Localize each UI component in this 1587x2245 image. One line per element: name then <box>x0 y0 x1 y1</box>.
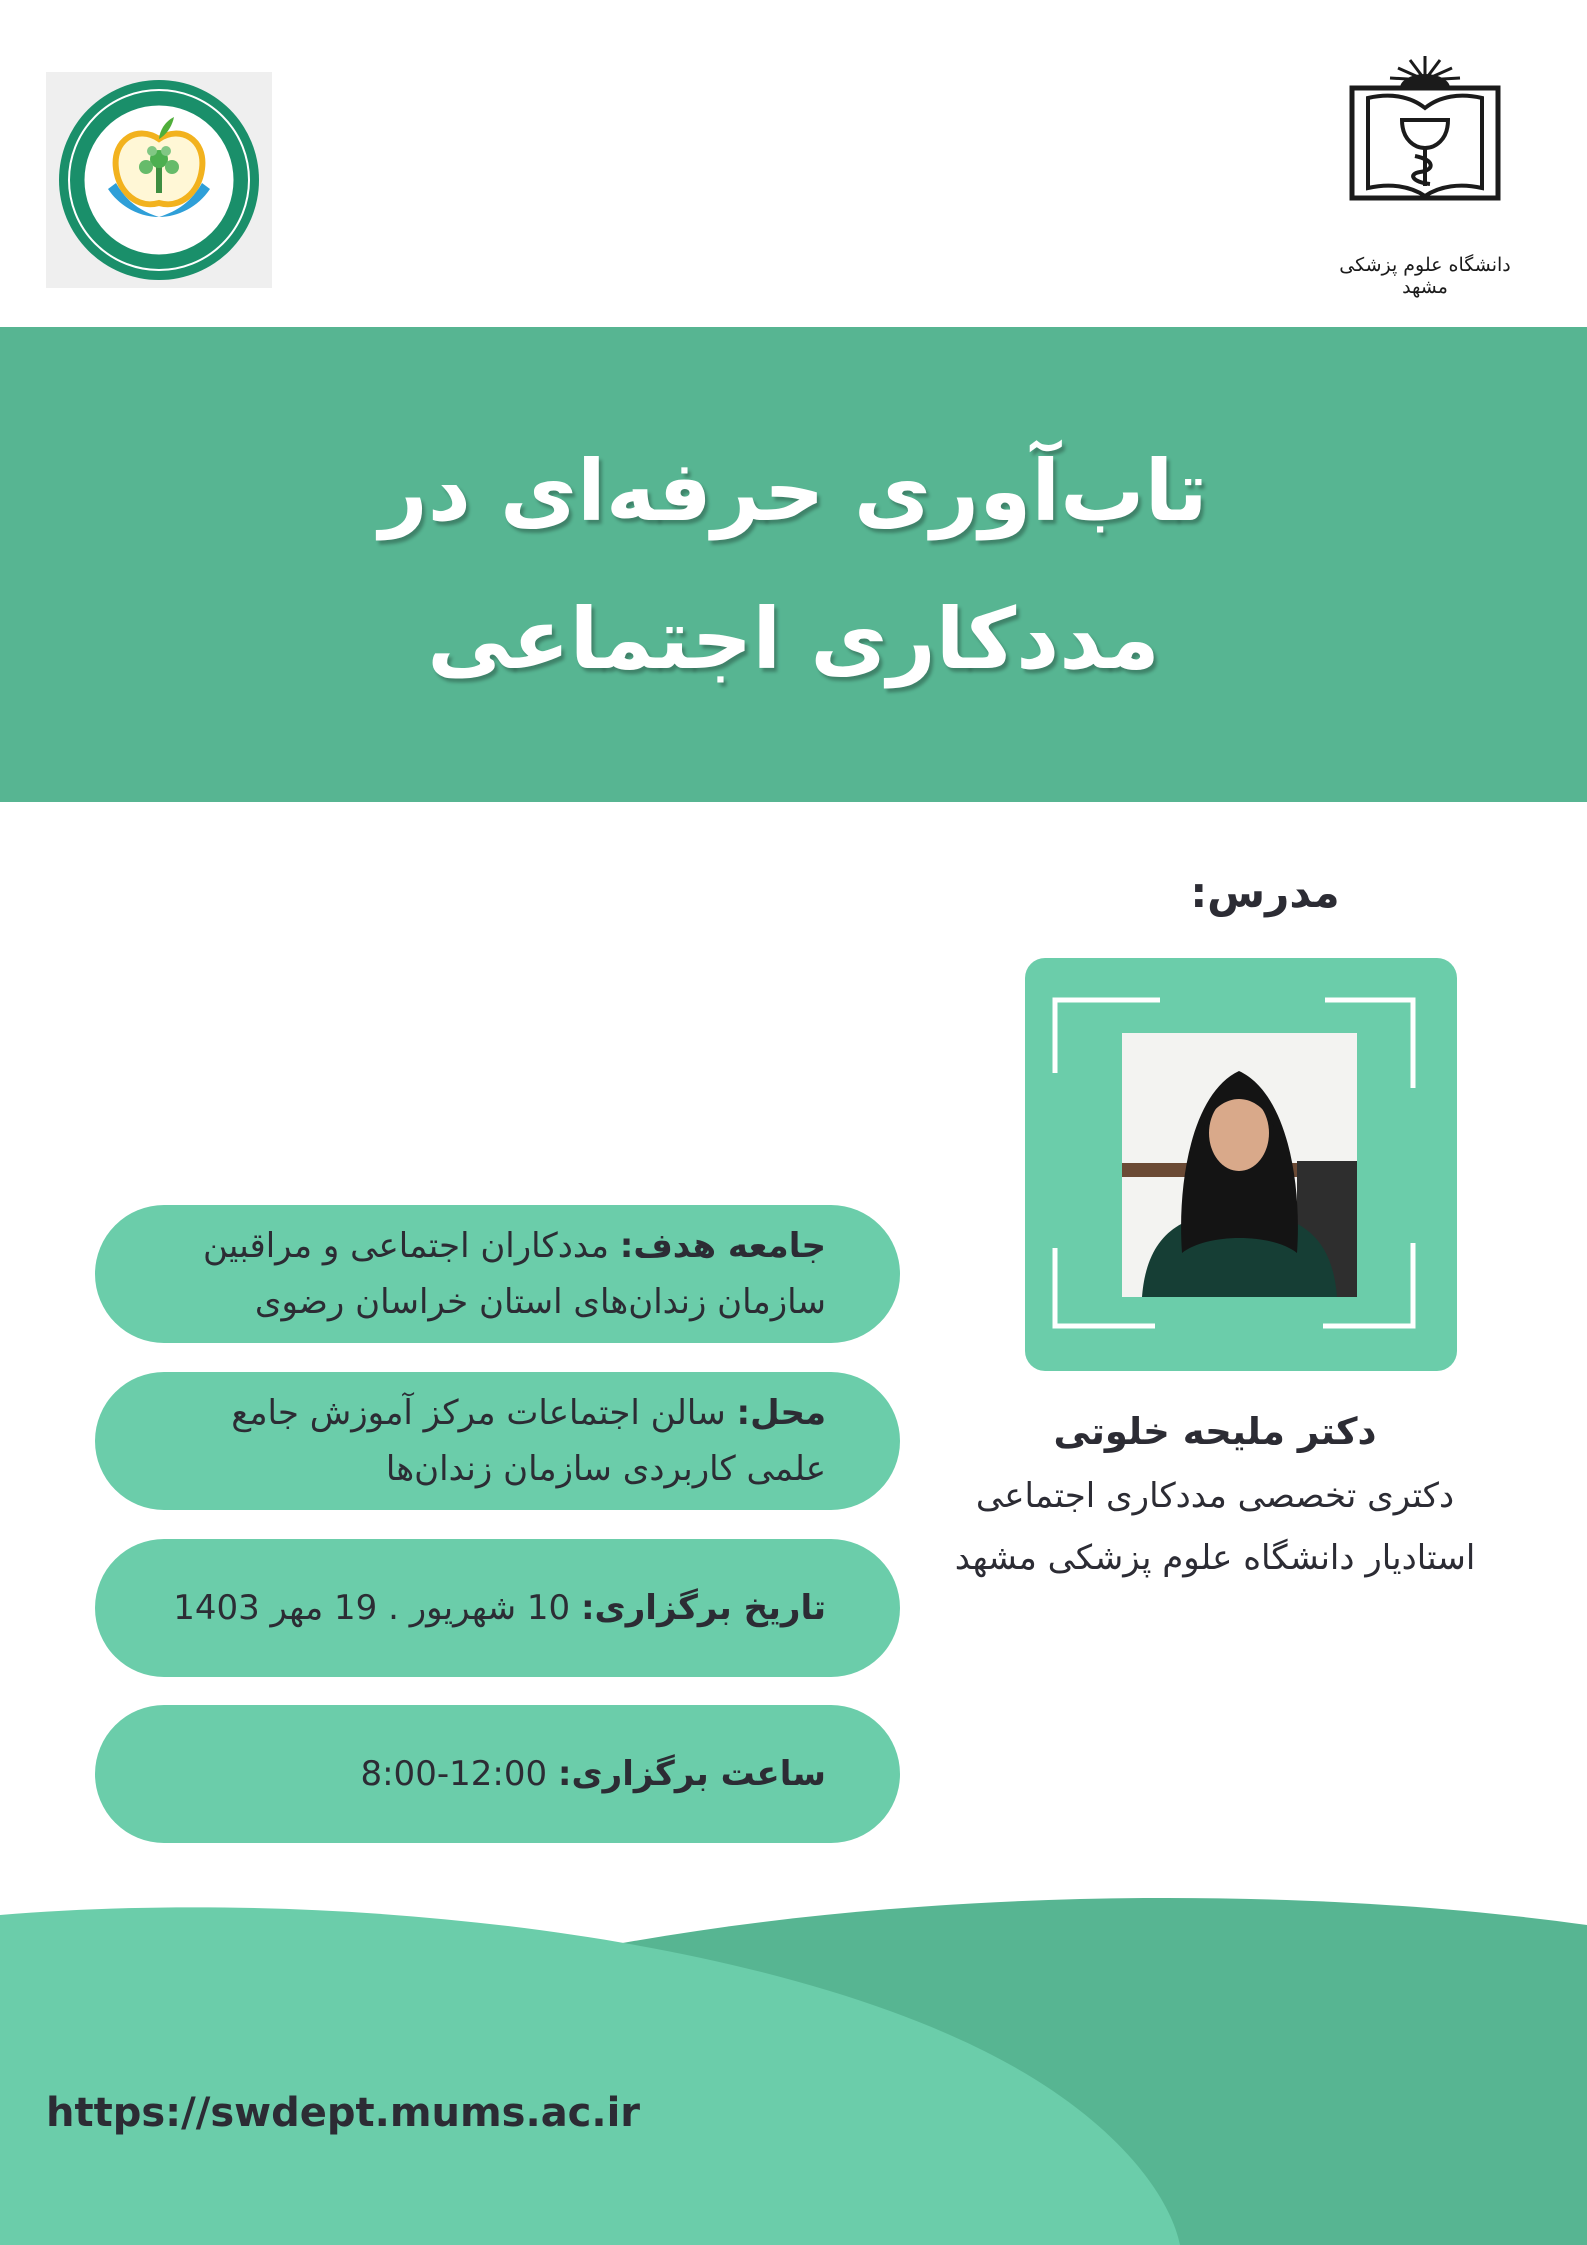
social-work-emblem-icon <box>56 77 262 283</box>
portrait-image <box>1122 1033 1357 1297</box>
time-label: ساعت برگزاری: <box>557 1754 826 1794</box>
page-title-line-1: تاب‌آوری حرفه‌ای در <box>379 441 1208 540</box>
date-pill <box>95 1539 900 1677</box>
instructor-position: استادیار دانشگاه علوم پزشکی مشهد <box>954 1538 1476 1578</box>
instructor-name: دکتر ملیحه خلوتی <box>1053 1410 1377 1453</box>
audience-line-1 <box>155 1218 826 1274</box>
audience-label: جامعه هدف: <box>619 1226 826 1266</box>
website-link[interactable]: https://swdept.mums.ac.ir <box>46 2090 641 2136</box>
page-title-line-2: مددکاری اجتماعی <box>427 589 1160 688</box>
venue-line-1 <box>155 1385 826 1441</box>
instructor-label: مدرس: <box>1190 868 1340 917</box>
time-pill <box>95 1705 900 1843</box>
audience-value: مددکاران اجتماعی و مراقبین <box>203 1226 620 1266</box>
instructor-photo-card <box>1025 958 1457 1371</box>
footer-waves <box>0 1895 1587 2245</box>
title-band <box>0 327 1587 802</box>
venue-pill <box>95 1372 900 1510</box>
university-caption: دانشگاه علوم پزشکی مشهد <box>1339 254 1511 298</box>
venue-label: محل: <box>736 1393 826 1433</box>
venue-value: سالن اجتماعات مرکز آموزش جامع <box>231 1393 737 1433</box>
date-line <box>155 1580 826 1636</box>
venue-value-2: علمی کاربردی سازمان زندان‌ها <box>385 1449 826 1489</box>
university-logo <box>1330 48 1520 298</box>
time-value: 12:00-8:00 <box>360 1754 558 1794</box>
university-emblem-icon <box>1330 48 1520 248</box>
time-line <box>155 1746 826 1802</box>
date-value: 10 شهریور . 19 مهر 1403 <box>173 1588 581 1628</box>
instructor-degree: دکتری تخصصی مددکاری اجتماعی <box>975 1476 1455 1516</box>
department-logo <box>46 72 272 288</box>
audience-value-2: سازمان زندان‌های استان خراسان رضوی <box>254 1282 826 1322</box>
date-label: تاریخ برگزاری: <box>580 1588 826 1628</box>
audience-pill <box>95 1205 900 1343</box>
instructor-photo <box>1122 1033 1357 1297</box>
